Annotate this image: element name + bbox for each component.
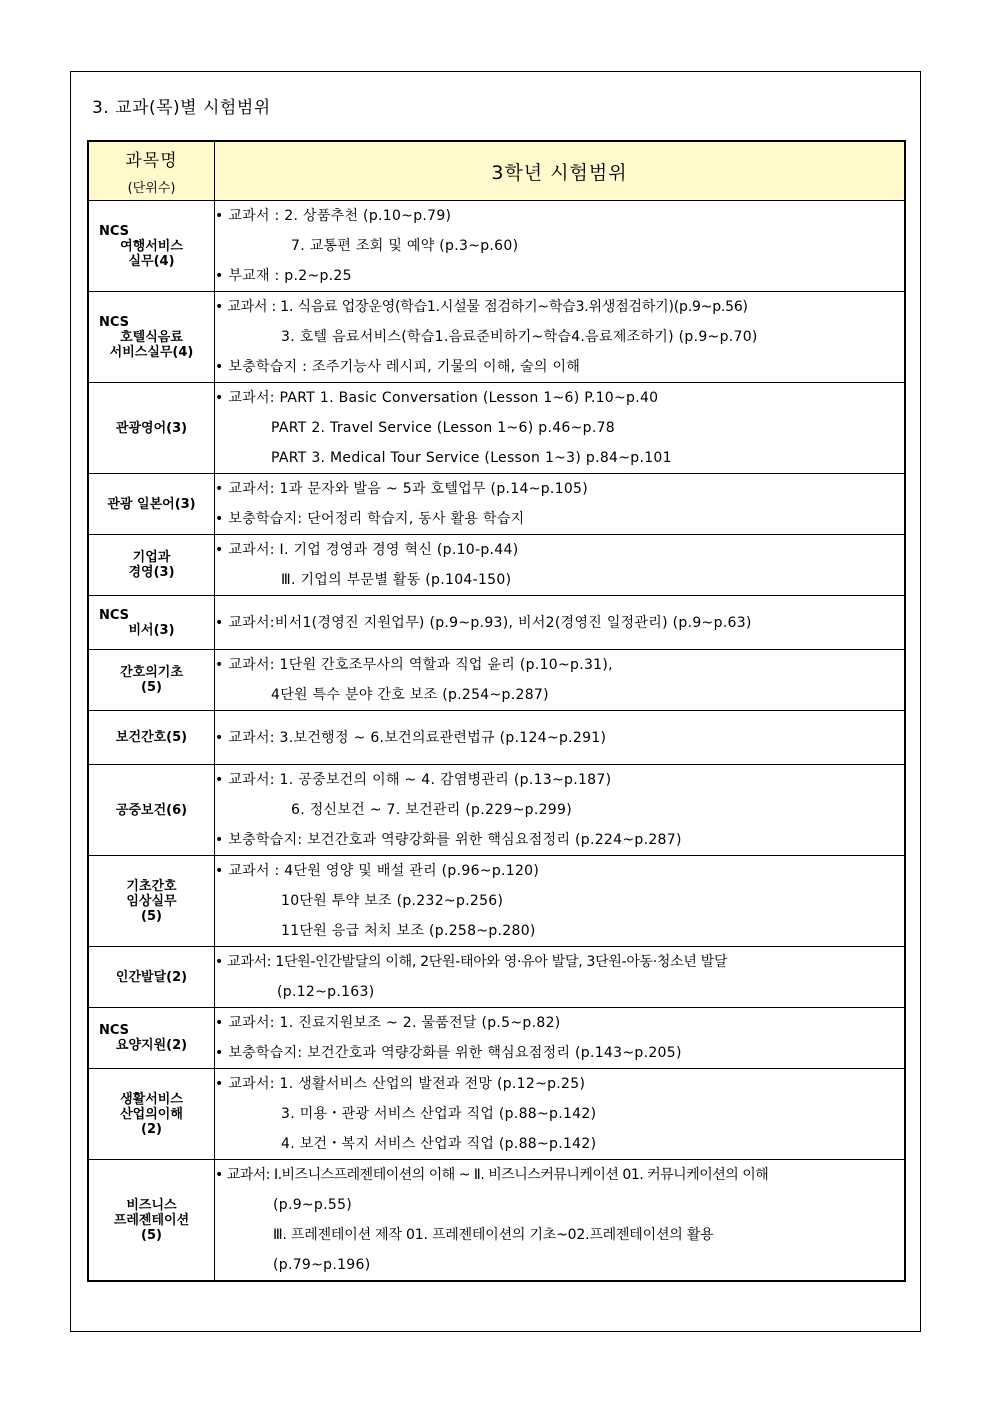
subject-cell: 관광영어(3): [88, 383, 215, 474]
subject-header: 과목명 (단위수): [88, 141, 215, 201]
exam-range-table: [87, 140, 906, 1282]
subject-cell: 인간발달(2): [88, 947, 215, 1008]
range-cell: • 교과서: PART 1. Basic Conversation (Lesson 1~6) P.10~p.40 PART 2. Travel Service (Lesson 1~6) p.46~p.78 PART 3. Medical Tour Service (Lesson 1~3) p.84~p.101: [215, 383, 906, 474]
table-row: [88, 856, 905, 947]
range-header: 3학년 시험범위: [215, 141, 906, 201]
subject-cell: NCS 호텔식음료 서비스실무(4): [88, 292, 215, 383]
table-row: [88, 650, 905, 711]
range-cell: • 교과서: Ⅰ. 기업 경영과 경영 혁신 (p.10-p.44) Ⅲ. 기업의 부문별 활동 (p.104-150): [215, 535, 906, 596]
subject-cell: 기업과 경영(3): [88, 535, 215, 596]
table-row: [88, 765, 905, 856]
range-cell: • 교과서 : 4단원 영양 및 배설 관리 (p.96~p.120) 10단원 투약 보조 (p.232~p.256) 11단원 응급 처치 보조 (p.258~p.280): [215, 856, 906, 947]
subject-cell: NCS 여행서비스 실무(4): [88, 201, 215, 292]
table-header-row: [88, 141, 905, 201]
table-row: [88, 535, 905, 596]
table-row: [88, 1069, 905, 1160]
range-cell: • 교과서: 1. 공중보건의 이해 ~ 4. 감염병관리 (p.13~p.187) 6. 정신보건 ~ 7. 보건관리 (p.229~p.299) • 보충학습지: 보건간호과 역량강화를 위한 핵심요점정리 (p.224~p.287): [215, 765, 906, 856]
range-cell: • 교과서: 3.보건행정 ~ 6.보건의료관련법규 (p.124~p.291): [215, 711, 906, 765]
subject-cell: 비즈니스 프레젠테이션 (5): [88, 1160, 215, 1282]
table-row: [88, 292, 905, 383]
range-cell: • 교과서: 1단원-인간발달의 이해, 2단원-태아와 영·유아 발달, 3단원-아동·청소년 발달 (p.12~p.163): [215, 947, 906, 1008]
subject-cell: 관광 일본어(3): [88, 474, 215, 535]
subject-cell: 간호의기초 (5): [88, 650, 215, 711]
range-cell: • 교과서: 1. 생활서비스 산업의 발전과 전망 (p.12~p.25) 3. 미용・관광 서비스 산업과 직업 (p.88~p.142) 4. 보건・복지 서비스 산업과 직업 (p.88~p.142): [215, 1069, 906, 1160]
subject-cell: 기초간호 임상실무 (5): [88, 856, 215, 947]
table-row: [88, 383, 905, 474]
range-cell: • 교과서:비서1(경영진 지원업무) (p.9~p.93), 비서2(경영진 일정관리) (p.9~p.63): [215, 596, 906, 650]
subject-cell: 생활서비스 산업의이해 (2): [88, 1069, 215, 1160]
table-row: [88, 947, 905, 1008]
subject-cell: NCS 요양지원(2): [88, 1008, 215, 1069]
subject-cell: 보건간호(5): [88, 711, 215, 765]
table-row: [88, 596, 905, 650]
table-row: [88, 711, 905, 765]
range-cell: • 교과서: Ⅰ.비즈니스프레젠테이션의 이해 ~ Ⅱ. 비즈니스커뮤니케이션 01. 커뮤니케이션의 이해 (p.9~p.55) Ⅲ. 프레젠테이션 제작 01. 프레젠테이션의 기초~02.프레젠테이션의 활용 (p.79~p.196): [215, 1160, 906, 1282]
table-row: [88, 201, 905, 292]
range-cell: • 교과서 : 2. 상품추천 (p.10~p.79) 7. 교통편 조회 및 예약 (p.3~p.60) • 부교재 : p.2~p.25: [215, 201, 906, 292]
range-cell: • 교과서: 1. 진료지원보조 ~ 2. 물품전달 (p.5~p.82) • 보충학습지: 보건간호과 역량강화를 위한 핵심요점정리 (p.143~p.205): [215, 1008, 906, 1069]
subject-cell: NCS 비서(3): [88, 596, 215, 650]
range-cell: • 교과서: 1단원 간호조무사의 역할과 직업 윤리 (p.10~p.31), 4단원 특수 분야 간호 보조 (p.254~p.287): [215, 650, 906, 711]
range-cell: • 교과서 : 1. 식음료 업장운영(학습1.시설물 점검하기~학습3.위생점검하기)(p.9~p.56) 3. 호텔 음료서비스(학습1.음료준비하기~학습4.음료제조하기) (p.9~p.70) • 보충학습지 : 조주기능사 레시피, 기물의 이해, 술의 이해: [215, 292, 906, 383]
subject-cell: 공중보건(6): [88, 765, 215, 856]
range-cell: • 교과서: 1과 문자와 발음 ~ 5과 호텔업무 (p.14~p.105) • 보충학습지: 단어정리 학습지, 동사 활용 학습지: [215, 474, 906, 535]
table-row: [88, 1008, 905, 1069]
table-row: [88, 474, 905, 535]
section-title: 3. 교과(목)별 시험범위: [92, 98, 271, 118]
table-row: [88, 1160, 905, 1282]
